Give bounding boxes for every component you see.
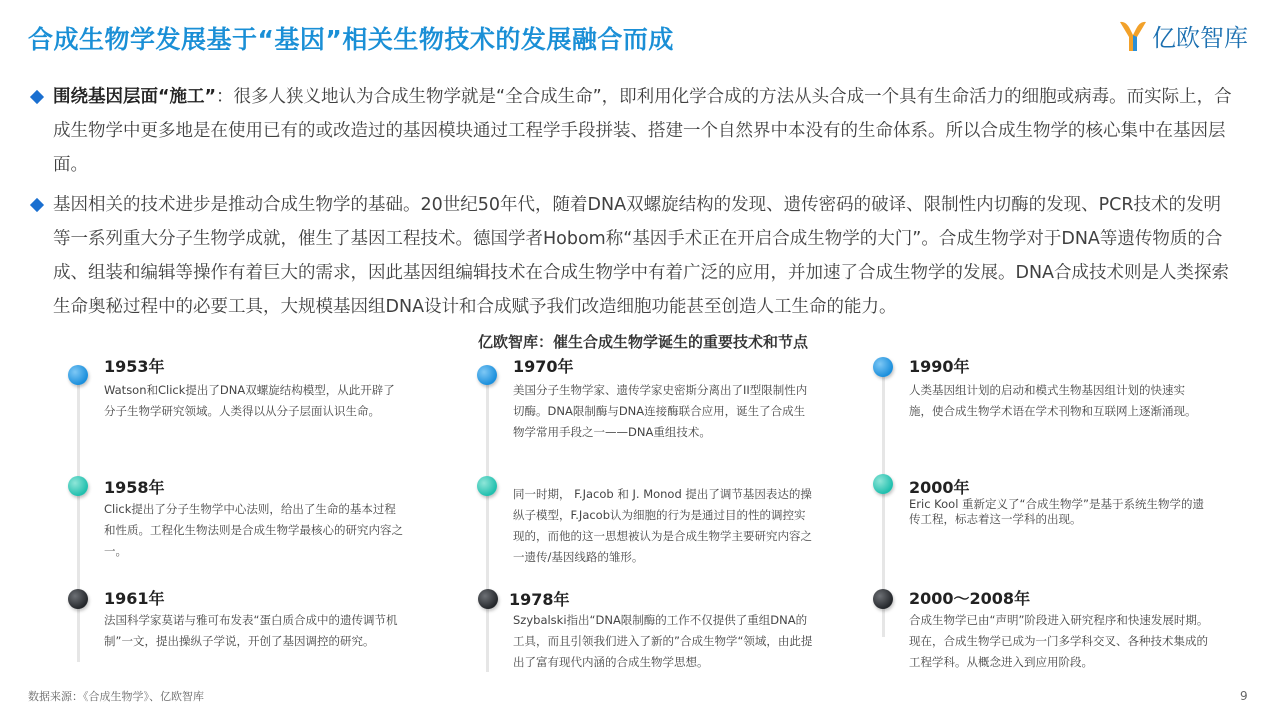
timeline-dot xyxy=(477,476,497,496)
timeline-year: 1990年 xyxy=(909,357,970,376)
data-source: 数据来源：《合成生物学》、亿欧智库 xyxy=(28,690,204,703)
timeline-desc: Watson和Click提出了DNA双螺旋结构模型，从此开辟了分子生物学研究领域。人类得以从分子层面认识生命。 xyxy=(104,383,395,418)
timeline-year: 1953年 xyxy=(104,357,165,376)
timeline-dot xyxy=(873,357,893,377)
timeline-year: 2000年 xyxy=(909,478,970,497)
bullet-1-text: ：很多人狭义地认为合成生物学就是“全合成生命”，即利用化学合成的方法从头合成一个具有生命活力的细胞或病毒。而实际上，合成生物学中更多地是在使用已有的或改造过的基因模块通过工程学手段拼装、搭建一个自然界中本没有的生命体系。所以合成生物学的核心集中在基因层面。 xyxy=(53,87,1232,175)
timeline-dot xyxy=(68,365,88,385)
timeline-dot xyxy=(873,474,893,494)
bullet-2-text: 基因相关的技术进步是推动合成生物学的基础。20世纪50年代，随着DNA双螺旋结构的发现、遗传密码的破译、限制性内切酶的发现、PCR技术的发明等一系列重大分子生物学成就，催生了基因工程技术。德国学者Hobom称“基因手术正在开启合成生物学的大门”。合成生物学对于DNA等遗传物质的合成、组装和编辑等操作有着巨大的需求，因此基因组编辑技术在合成生物学中有着广泛的应用，并加速了合成生物学的发展。DNA合成技术则是人类探索生命奥秘过程中的必要工具，大规模基因组DNA设计和合成赋予我们改造细胞功能甚至创造人工生命的能力。 xyxy=(53,195,1230,317)
timeline-dot xyxy=(478,589,498,609)
timeline-desc: 美国分子生物学家、遗传学家史密斯分离出了II型限制性内切酶。DNA限制酶与DNA连接酶联合应用，诞生了合成生物学常用手段之一——DNA重组技术。 xyxy=(513,383,808,439)
timeline-caption: 亿欧智库：催生合成生物学诞生的重要技术和节点 xyxy=(478,333,809,351)
page-title: 合成生物学发展基于“基因”相关生物技术的发展融合而成 xyxy=(28,25,674,54)
timeline-desc: 同一时期， F.Jacob 和 J. Monod 提出了调节基因表达的操纵子模型，F.Jacob认为细胞的行为是通过目的性的调控实现的，而他的这一思想被认为是合成生物学主要研究内容之一遗传/基因线路的雏形。 xyxy=(513,487,812,564)
timeline-year: 1978年 xyxy=(509,590,570,609)
yiou-logo-icon xyxy=(1118,19,1148,53)
bullet-2 xyxy=(28,188,1238,324)
diamond-bullet-icon xyxy=(30,198,44,212)
timeline-desc: Szybalski指出“DNA限制酶的工作不仅提供了重组DNA的工具，而且引领我们进入了新的”合成生物学“领域，由此提出了富有现代内涵的合成生物学思想。 xyxy=(513,613,813,669)
timeline-desc: 合成生物学已由“声明”阶段进入研究程序和快速发展时期。现在，合成生物学已成为一门多学科交叉、各种技术集成的工程学科。从概念进入到应用阶段。 xyxy=(909,613,1209,669)
timeline-year: 1970年 xyxy=(513,357,574,376)
timeline-line-left xyxy=(77,372,80,662)
timeline-desc: 人类基因组计划的启动和模式生物基因组计划的快速实施，使合成生物学术语在学术刊物和互联网上逐渐涌现。 xyxy=(909,383,1197,418)
timeline-dot xyxy=(68,589,88,609)
timeline-year: 2000～2008年 xyxy=(909,589,1031,608)
timeline-year: 1961年 xyxy=(104,589,165,608)
timeline-dot xyxy=(68,476,88,496)
logo-text: 亿欧智库 xyxy=(1152,24,1248,52)
timeline-dot xyxy=(873,589,893,609)
bullet-1-heading: 围绕基因层面“施工” xyxy=(53,87,217,107)
bullet-1 xyxy=(28,80,1238,182)
diamond-bullet-icon xyxy=(30,90,44,104)
logo xyxy=(1118,18,1248,53)
timeline-year: 1958年 xyxy=(104,478,165,497)
timeline-dot xyxy=(477,365,497,385)
timeline-desc: Click提出了分子生物学中心法则，给出了生命的基本过程和性质。工程化生物法则是合成生物学最核心的研究内容之一。 xyxy=(104,502,403,558)
timeline-desc: Eric Kool 重新定义了“合成生物学”是基于系统生物学的遗传工程，标志着这一学科的出现。 xyxy=(909,497,1204,526)
timeline-line-middle xyxy=(486,372,489,672)
page-number: 9 xyxy=(1240,689,1248,703)
timeline-desc: 法国科学家莫诺与雅可布发表“蛋白质合成中的遗传调节机制”一文，提出操纵子学说，开创了基因调控的研究。 xyxy=(104,613,398,648)
